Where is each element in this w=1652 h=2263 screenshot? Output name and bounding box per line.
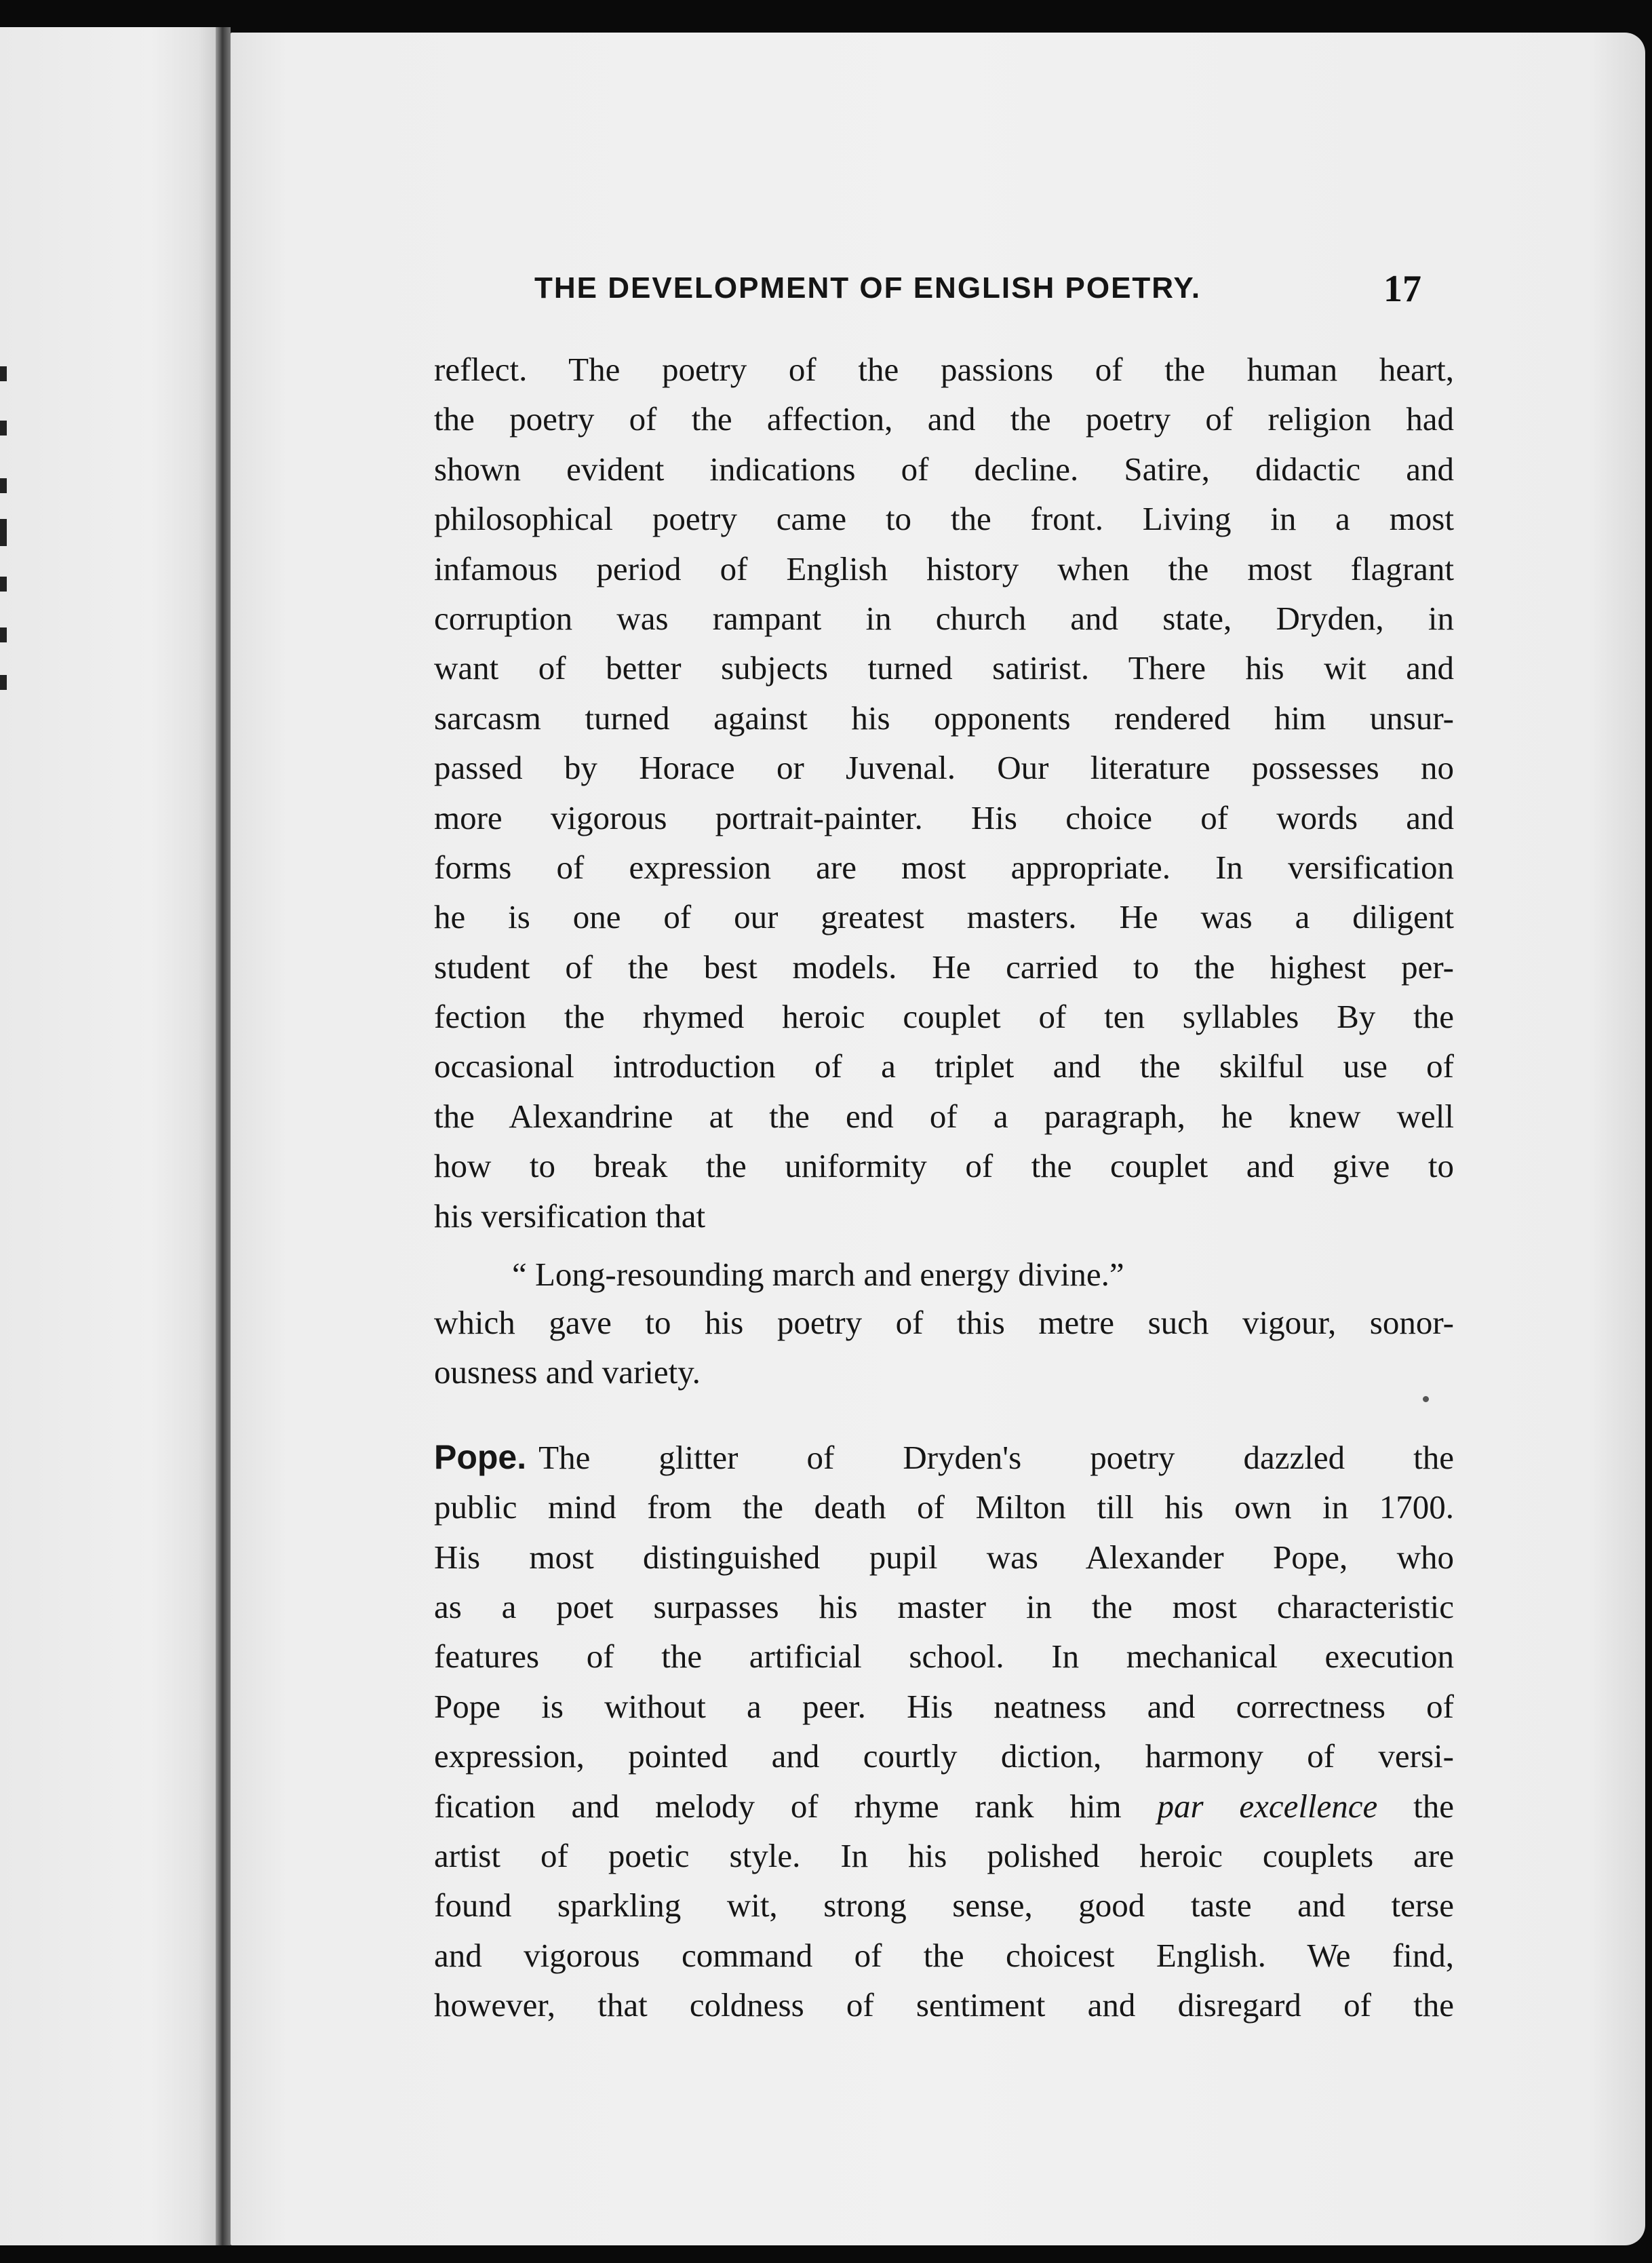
text-line: found sparkling wit, strong sense, good taste and terse [434, 1887, 1454, 1924]
text-line: artist of poetic style. In his polished heroic couplets are [434, 1836, 1454, 1874]
body-text [434, 345, 1454, 2030]
text-line: he is one of our greatest masters. He was a diligent [434, 898, 1454, 936]
page-number: 17 [1383, 268, 1421, 310]
text-line: ousness and variety. [434, 1353, 701, 1391]
text-line: shown evident indications of decline. Satire, didactic and [434, 450, 1454, 488]
paragraph-dryden [434, 345, 1454, 1241]
heading-line-text: The glitter of Dryden's poetry dazzled the [538, 1438, 1454, 1476]
text-line-italic [434, 1781, 1454, 1831]
running-head [434, 268, 1451, 319]
text-line: sarcasm turned against his opponents rendered him unsur- [434, 699, 1454, 737]
text-line: however, that coldness of sentiment and disregard of the [434, 1986, 1454, 2024]
text-line: infamous period of English history when the most flagrant [434, 549, 1454, 587]
text-line: expression, pointed and courtly diction, harmony of versi- [434, 1737, 1454, 1775]
italic-line-after: the [1413, 1787, 1454, 1825]
text-line: and vigorous command of the choicest English. We find, [434, 1936, 1454, 1974]
running-title: THE DEVELOPMENT OF ENGLISH POETRY. [534, 271, 1202, 305]
left-page-edge [0, 27, 216, 2245]
text-line-with-heading [434, 1433, 1454, 1482]
text-line: reflect. The poetry of the passions of the human heart, [434, 351, 1454, 388]
text-line: corruption was rampant in church and state, Dryden, in [434, 599, 1454, 637]
text-line: his versification that [434, 1197, 706, 1235]
text-line: how to break the uniformity of the couplet and give to [434, 1147, 1454, 1185]
italic-phrase: par excellence [1157, 1787, 1378, 1825]
paragraph-gap [434, 1397, 1454, 1433]
text-line: Pope is without a peer. His neatness and correctness of [434, 1687, 1454, 1725]
left-page-bleed-marks [0, 366, 14, 705]
text-line: His most distinguished pupil was Alexander Pope, who [434, 1538, 1454, 1576]
text-line: fection the rhymed heroic couplet of ten syllables By the [434, 998, 1454, 1036]
text-line: public mind from the death of Milton till his own in 1700. [434, 1488, 1454, 1526]
text-line: passed by Horace or Juvenal. Our literature possesses no [434, 749, 1454, 787]
book-gutter [216, 27, 231, 2245]
text-line: philosophical poetry came to the front. Living in a most [434, 500, 1454, 538]
ink-speck [1423, 1396, 1429, 1402]
paragraph-pope [434, 1433, 1454, 2030]
text-line: more vigorous portrait-painter. His choice of words and [434, 798, 1454, 836]
paragraph-metre [434, 1298, 1454, 1397]
text-line: want of better subjects turned satirist. There his wit and [434, 649, 1454, 687]
text-line: as a poet surpasses his master in the most characteristic [434, 1587, 1454, 1625]
block-quote: “ Long-resounding march and energy divine.” [512, 1256, 1124, 1294]
italic-line-before: fication and melody of rhyme rank him [434, 1787, 1122, 1825]
text-line: forms of expression are most appropriate. In versification [434, 848, 1454, 886]
text-line: features of the artificial school. In mechanical execution [434, 1638, 1454, 1676]
text-line: the poetry of the affection, and the poetry of religion had [434, 400, 1454, 438]
text-line: occasional introduction of a triplet and the skilful use of [434, 1047, 1454, 1085]
section-heading: Pope. [434, 1437, 527, 1476]
text-line: which gave to his poetry of this metre such vigour, sonor- [434, 1304, 1454, 1342]
text-line: the Alexandrine at the end of a paragraph, he knew well [434, 1097, 1454, 1135]
text-line: student of the best models. He carried to the highest per- [434, 948, 1454, 986]
